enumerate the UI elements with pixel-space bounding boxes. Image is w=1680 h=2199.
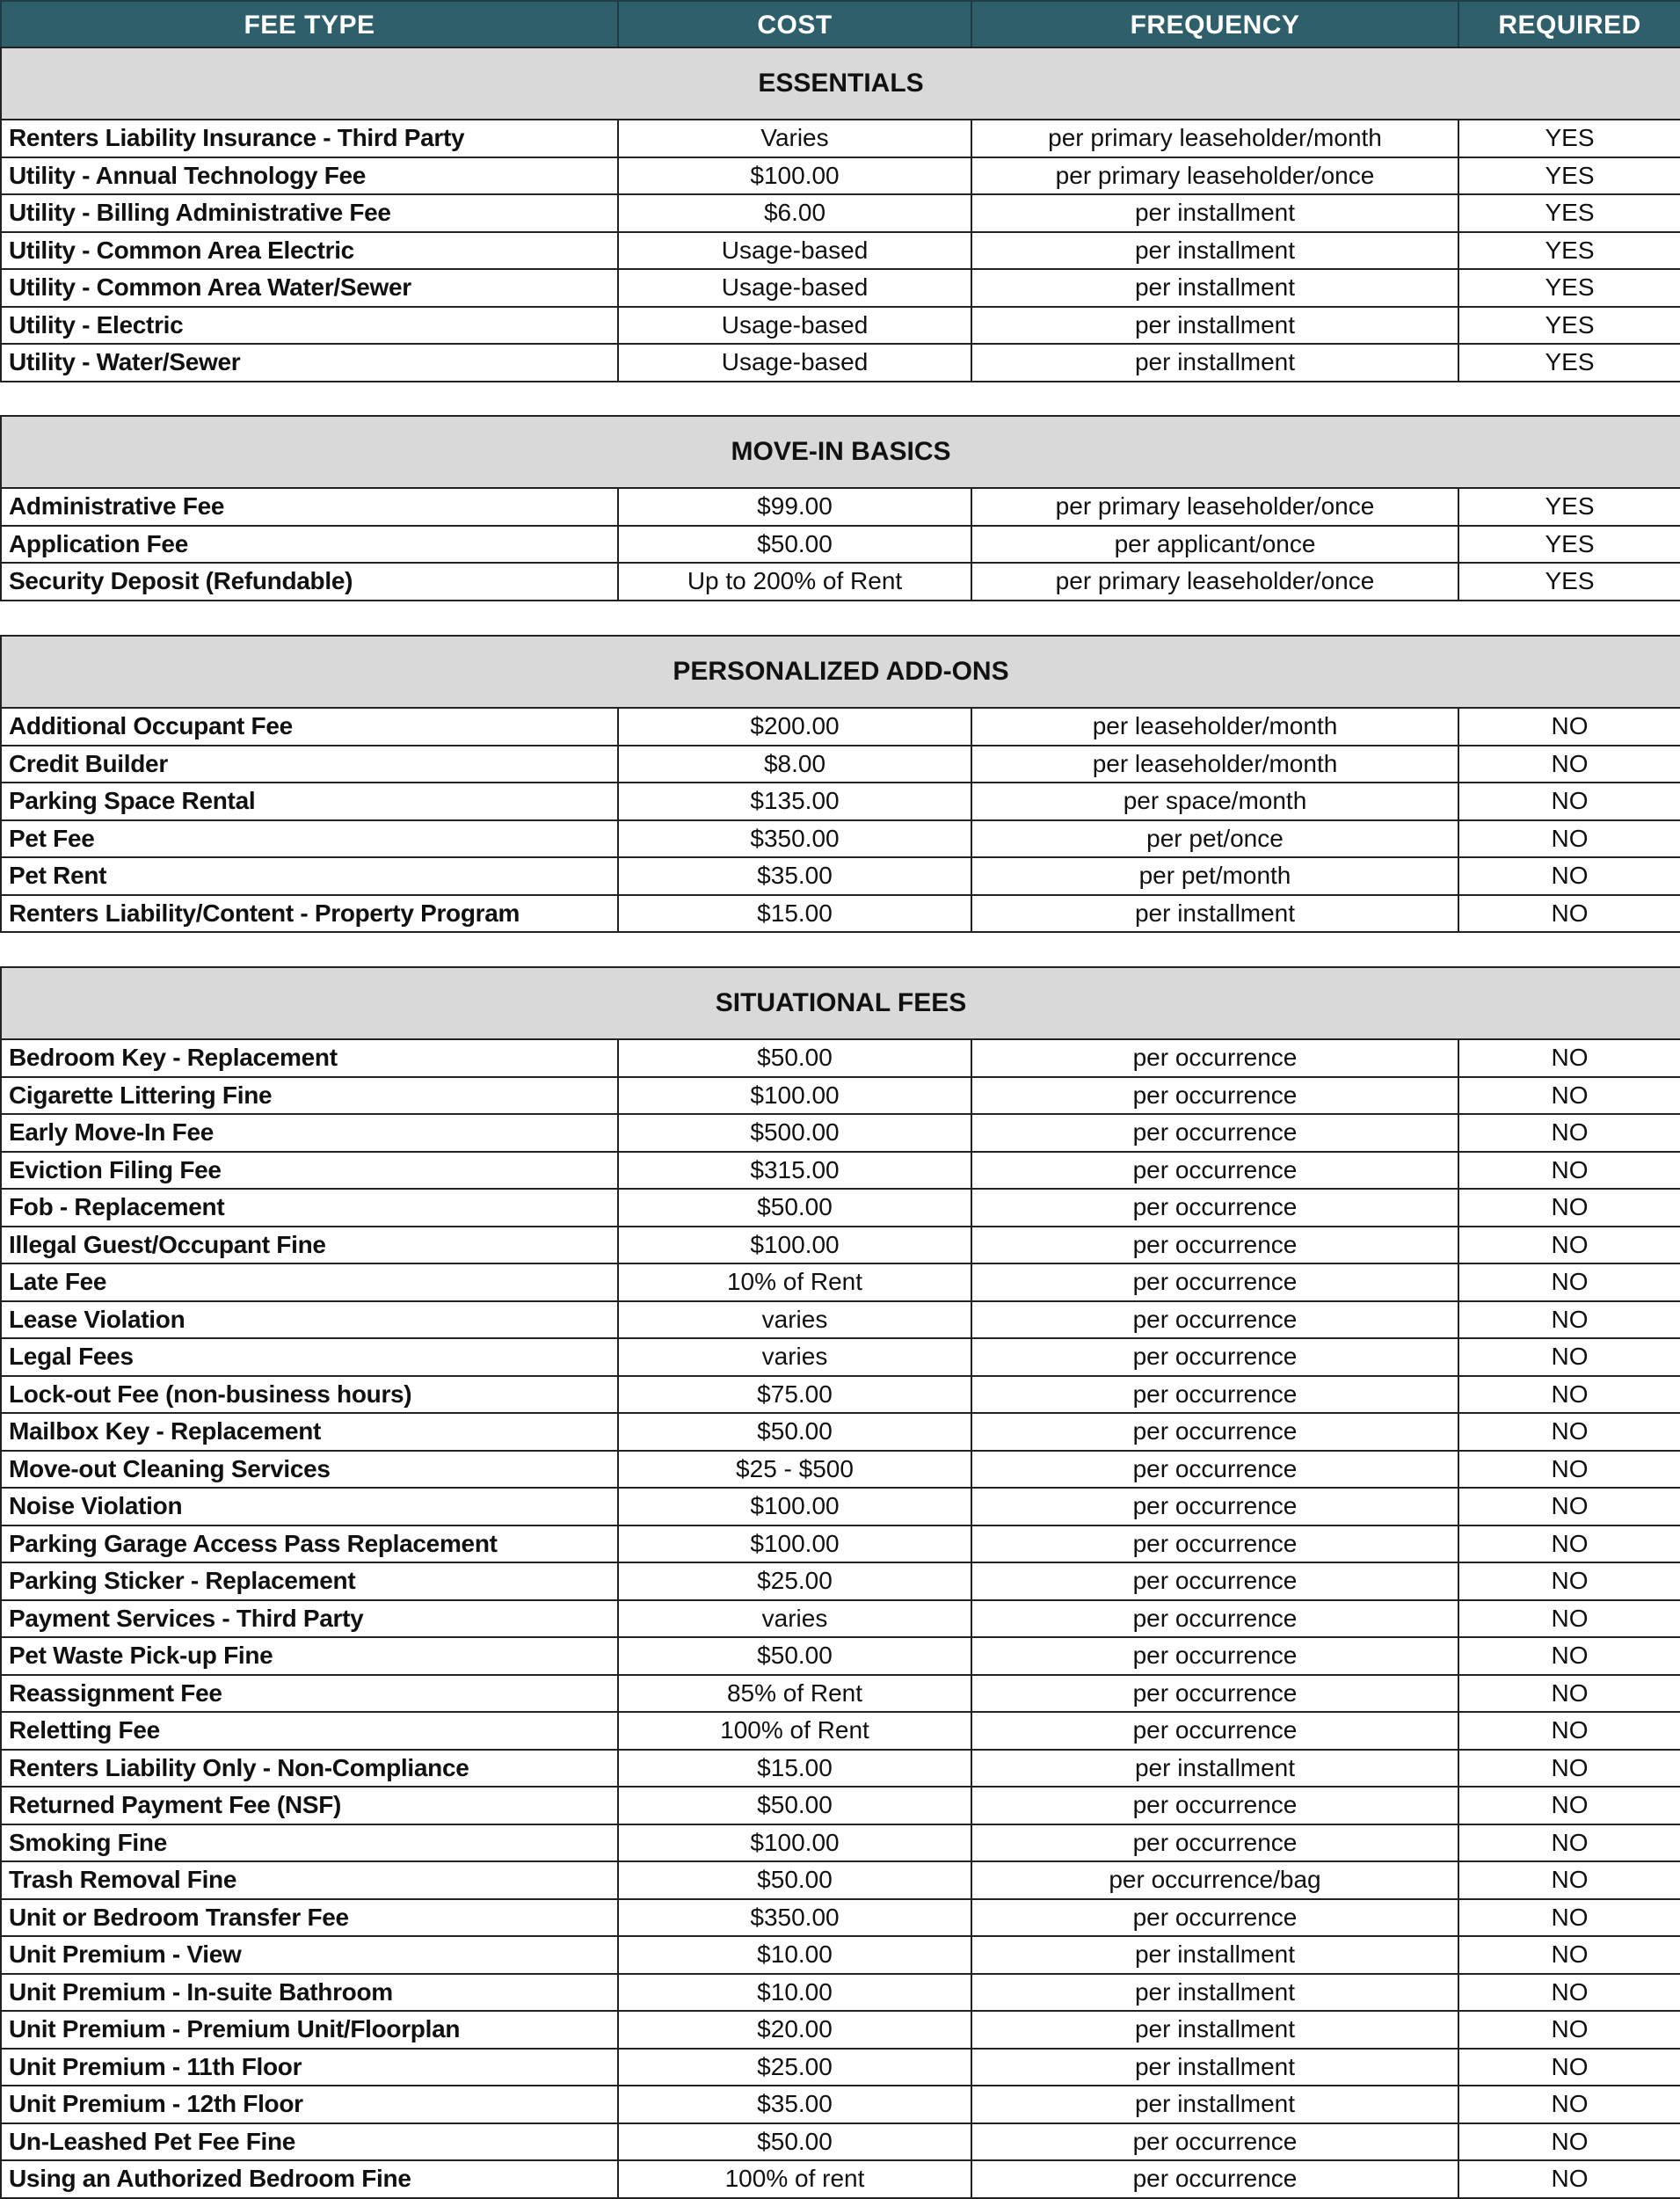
fee-row [1, 344, 1680, 382]
fee-name-cell: Lease Violation [1, 1301, 618, 1339]
fee-frequency-cell: per primary leaseholder/once [971, 157, 1458, 195]
fee-name-cell: Unit Premium - Premium Unit/Floorplan [1, 2011, 618, 2049]
fee-frequency-cell: per installment [971, 895, 1458, 933]
fee-row [1, 2160, 1680, 2198]
header-cost: COST [618, 1, 971, 49]
fee-cost-cell: Varies [618, 120, 971, 157]
fee-required-cell: NO [1458, 820, 1680, 858]
fee-row [1, 1451, 1680, 1489]
fee-cost-cell: $50.00 [618, 526, 971, 564]
fee-row [1, 1301, 1680, 1339]
fee-frequency-cell: per installment [971, 1974, 1458, 2012]
fee-cost-cell: $35.00 [618, 2086, 971, 2123]
fee-cost-cell: $25.00 [618, 2049, 971, 2086]
fee-required-cell: NO [1458, 1750, 1680, 1788]
section-header-row [1, 636, 1680, 708]
fee-name-cell: Application Fee [1, 526, 618, 564]
fee-cost-cell: $200.00 [618, 708, 971, 746]
fee-frequency-cell: per applicant/once [971, 526, 1458, 564]
fee-frequency-cell: per installment [971, 269, 1458, 307]
fee-cost-cell: $10.00 [618, 1974, 971, 2012]
fee-required-cell: NO [1458, 1525, 1680, 1563]
fee-cost-cell: $20.00 [618, 2011, 971, 2049]
fee-frequency-cell: per occurrence [971, 1413, 1458, 1451]
fee-name-cell: Legal Fees [1, 1338, 618, 1376]
fee-required-cell: YES [1458, 563, 1680, 601]
fee-name-cell: Late Fee [1, 1263, 618, 1301]
fee-required-cell: NO [1458, 1451, 1680, 1489]
fee-row [1, 708, 1680, 746]
section-table [0, 635, 1680, 933]
fee-required-cell: YES [1458, 269, 1680, 307]
fee-cost-cell: varies [618, 1600, 971, 1638]
fee-required-cell: NO [1458, 708, 1680, 746]
fee-cost-cell: Usage-based [618, 269, 971, 307]
section-header-row [1, 967, 1680, 1039]
fee-frequency-cell: per leaseholder/month [971, 708, 1458, 746]
fee-cost-cell: $50.00 [618, 1039, 971, 1077]
fee-frequency-cell: per leaseholder/month [971, 746, 1458, 783]
fee-row [1, 307, 1680, 345]
section-title: PERSONALIZED ADD-ONS [1, 636, 1680, 708]
fee-frequency-cell: per primary leaseholder/once [971, 563, 1458, 601]
fee-cost-cell: $50.00 [618, 1413, 971, 1451]
fee-row [1, 1039, 1680, 1077]
fee-row [1, 1525, 1680, 1563]
fee-required-cell: NO [1458, 1562, 1680, 1600]
fee-required-cell: NO [1458, 1413, 1680, 1451]
column-header-row [1, 1, 1680, 49]
fee-name-cell: Noise Violation [1, 1488, 618, 1525]
header-frequency: FREQUENCY [971, 1, 1458, 49]
fee-name-cell: Pet Fee [1, 820, 618, 858]
fee-frequency-cell: per installment [971, 307, 1458, 345]
fee-cost-cell: 100% of rent [618, 2160, 971, 2198]
fee-cost-cell: 85% of Rent [618, 1675, 971, 1713]
fee-cost-cell: $100.00 [618, 157, 971, 195]
fee-cost-cell: $50.00 [618, 1787, 971, 1824]
section-title: ESSENTIALS [1, 47, 1680, 120]
fee-required-cell: YES [1458, 120, 1680, 157]
fee-frequency-cell: per pet/month [971, 857, 1458, 895]
fee-name-cell: Utility - Water/Sewer [1, 344, 618, 382]
fee-frequency-cell: per occurrence [971, 1525, 1458, 1563]
fee-name-cell: Early Move-In Fee [1, 1114, 618, 1152]
fee-cost-cell: $99.00 [618, 488, 971, 526]
fee-frequency-cell: per primary leaseholder/once [971, 488, 1458, 526]
fee-frequency-cell: per occurrence [971, 1152, 1458, 1190]
fee-row [1, 1077, 1680, 1115]
section-header-row [1, 416, 1680, 488]
fee-frequency-cell: per occurrence [971, 1712, 1458, 1750]
fee-name-cell: Credit Builder [1, 746, 618, 783]
fee-required-cell: NO [1458, 1787, 1680, 1824]
fee-required-cell: NO [1458, 2049, 1680, 2086]
fee-row [1, 1114, 1680, 1152]
fee-name-cell: Illegal Guest/Occupant Fine [1, 1227, 618, 1264]
fee-row [1, 857, 1680, 895]
fee-row [1, 895, 1680, 933]
fee-required-cell: NO [1458, 857, 1680, 895]
fee-frequency-cell: per occurrence [971, 1600, 1458, 1638]
fee-required-cell: NO [1458, 1675, 1680, 1713]
fee-frequency-cell: per occurrence/bag [971, 1861, 1458, 1899]
fee-row [1, 1675, 1680, 1713]
fee-name-cell: Un-Leashed Pet Fee Fine [1, 2123, 618, 2161]
fee-required-cell: NO [1458, 895, 1680, 933]
fee-cost-cell: $135.00 [618, 783, 971, 820]
fee-name-cell: Returned Payment Fee (NSF) [1, 1787, 618, 1824]
fee-required-cell: YES [1458, 232, 1680, 270]
fee-frequency-cell: per installment [971, 344, 1458, 382]
fee-required-cell: NO [1458, 1189, 1680, 1227]
fee-required-cell: NO [1458, 1301, 1680, 1339]
fee-frequency-cell: per occurrence [971, 2123, 1458, 2161]
fee-name-cell: Payment Services - Third Party [1, 1600, 618, 1638]
fee-row [1, 1227, 1680, 1264]
fee-name-cell: Utility - Electric [1, 307, 618, 345]
fee-name-cell: Trash Removal Fine [1, 1861, 618, 1899]
fee-required-cell: YES [1458, 526, 1680, 564]
fee-cost-cell: $35.00 [618, 857, 971, 895]
fee-required-cell: NO [1458, 1077, 1680, 1115]
fee-row [1, 1712, 1680, 1750]
fee-name-cell: Bedroom Key - Replacement [1, 1039, 618, 1077]
fee-frequency-cell: per occurrence [971, 1338, 1458, 1376]
fee-cost-cell: $15.00 [618, 895, 971, 933]
fee-name-cell: Utility - Common Area Water/Sewer [1, 269, 618, 307]
fee-frequency-cell: per installment [971, 1936, 1458, 1974]
fee-frequency-cell: per primary leaseholder/month [971, 120, 1458, 157]
fee-name-cell: Reassignment Fee [1, 1675, 618, 1713]
fee-name-cell: Parking Space Rental [1, 783, 618, 820]
fee-name-cell: Utility - Annual Technology Fee [1, 157, 618, 195]
fee-frequency-cell: per pet/once [971, 820, 1458, 858]
fee-frequency-cell: per occurrence [971, 1899, 1458, 1937]
fee-name-cell: Renters Liability Only - Non-Compliance [1, 1750, 618, 1788]
fee-row [1, 1861, 1680, 1899]
fee-required-cell: YES [1458, 488, 1680, 526]
fee-cost-cell: $50.00 [618, 2123, 971, 2161]
fee-header-table [0, 0, 1680, 50]
fee-name-cell: Utility - Common Area Electric [1, 232, 618, 270]
fee-cost-cell: 10% of Rent [618, 1263, 971, 1301]
fee-cost-cell: Usage-based [618, 344, 971, 382]
fee-cost-cell: $315.00 [618, 1152, 971, 1190]
fee-name-cell: Unit Premium - In-suite Bathroom [1, 1974, 618, 2012]
fee-row [1, 526, 1680, 564]
fee-name-cell: Fob - Replacement [1, 1189, 618, 1227]
fee-required-cell: NO [1458, 1376, 1680, 1414]
fee-cost-cell: $100.00 [618, 1525, 971, 1563]
fee-name-cell: Parking Sticker - Replacement [1, 1562, 618, 1600]
fee-row [1, 269, 1680, 307]
fee-name-cell: Using an Authorized Bedroom Fine [1, 2160, 618, 2198]
fee-cost-cell: $10.00 [618, 1936, 971, 1974]
fee-row [1, 1824, 1680, 1862]
fee-name-cell: Lock-out Fee (non-business hours) [1, 1376, 618, 1414]
section-title: SITUATIONAL FEES [1, 967, 1680, 1039]
fee-frequency-cell: per occurrence [971, 1263, 1458, 1301]
fee-frequency-cell: per occurrence [971, 1189, 1458, 1227]
fee-name-cell: Unit Premium - View [1, 1936, 618, 1974]
fee-row [1, 1338, 1680, 1376]
fee-name-cell: Unit Premium - 12th Floor [1, 2086, 618, 2123]
fee-required-cell: NO [1458, 1488, 1680, 1525]
fee-row [1, 2086, 1680, 2123]
fee-row [1, 194, 1680, 232]
fee-frequency-cell: per installment [971, 194, 1458, 232]
fee-frequency-cell: per space/month [971, 783, 1458, 820]
section-table [0, 415, 1680, 601]
fee-row [1, 1189, 1680, 1227]
fee-name-cell: Unit or Bedroom Transfer Fee [1, 1899, 618, 1937]
fee-required-cell: NO [1458, 1039, 1680, 1077]
fee-row [1, 1376, 1680, 1414]
fee-name-cell: Cigarette Littering Fine [1, 1077, 618, 1115]
fee-frequency-cell: per installment [971, 1750, 1458, 1788]
fee-row [1, 1637, 1680, 1675]
fee-frequency-cell: per occurrence [971, 1637, 1458, 1675]
fee-required-cell: YES [1458, 194, 1680, 232]
fee-cost-cell: varies [618, 1338, 971, 1376]
fee-frequency-cell: per installment [971, 2011, 1458, 2049]
fee-required-cell: NO [1458, 783, 1680, 820]
fee-cost-cell: Usage-based [618, 232, 971, 270]
fee-row [1, 1562, 1680, 1600]
fee-row [1, 232, 1680, 270]
fee-name-cell: Parking Garage Access Pass Replacement [1, 1525, 618, 1563]
fee-row [1, 1787, 1680, 1824]
fee-frequency-cell: per occurrence [971, 1488, 1458, 1525]
section-header-row [1, 47, 1680, 120]
fee-name-cell: Administrative Fee [1, 488, 618, 526]
fee-cost-cell: $50.00 [618, 1637, 971, 1675]
fee-frequency-cell: per installment [971, 2049, 1458, 2086]
fee-row [1, 1899, 1680, 1937]
fee-row [1, 1152, 1680, 1190]
fee-cost-cell: $75.00 [618, 1376, 971, 1414]
fee-required-cell: NO [1458, 2011, 1680, 2049]
fee-frequency-cell: per occurrence [971, 1376, 1458, 1414]
fee-cost-cell: varies [618, 1301, 971, 1339]
fee-row [1, 1263, 1680, 1301]
fee-cost-cell: $25 - $500 [618, 1451, 971, 1489]
fee-frequency-cell: per installment [971, 232, 1458, 270]
fee-frequency-cell: per installment [971, 2086, 1458, 2123]
fee-row [1, 120, 1680, 157]
fee-row [1, 1600, 1680, 1638]
fee-name-cell: Smoking Fine [1, 1824, 618, 1862]
fee-required-cell: NO [1458, 1899, 1680, 1937]
fee-frequency-cell: per occurrence [971, 1227, 1458, 1264]
fee-required-cell: NO [1458, 2160, 1680, 2198]
fee-required-cell: NO [1458, 1637, 1680, 1675]
fee-row [1, 783, 1680, 820]
fee-frequency-cell: per occurrence [971, 1114, 1458, 1152]
fee-name-cell: Mailbox Key - Replacement [1, 1413, 618, 1451]
fee-row [1, 2049, 1680, 2086]
fee-required-cell: NO [1458, 1263, 1680, 1301]
fee-required-cell: YES [1458, 344, 1680, 382]
fee-name-cell: Pet Waste Pick-up Fine [1, 1637, 618, 1675]
fee-row [1, 1488, 1680, 1525]
fee-frequency-cell: per occurrence [971, 1451, 1458, 1489]
fee-frequency-cell: per occurrence [971, 1824, 1458, 1862]
header-fee-type: FEE TYPE [1, 1, 618, 49]
fee-row [1, 746, 1680, 783]
fee-frequency-cell: per occurrence [971, 1787, 1458, 1824]
fee-name-cell: Pet Rent [1, 857, 618, 895]
fee-required-cell: NO [1458, 1338, 1680, 1376]
fee-cost-cell: 100% of Rent [618, 1712, 971, 1750]
fee-row [1, 488, 1680, 526]
fee-frequency-cell: per occurrence [971, 1675, 1458, 1713]
fee-row [1, 157, 1680, 195]
fee-cost-cell: $25.00 [618, 1562, 971, 1600]
fee-required-cell: NO [1458, 1936, 1680, 1974]
fee-cost-cell: $8.00 [618, 746, 971, 783]
fee-cost-cell: $50.00 [618, 1189, 971, 1227]
fee-name-cell: Eviction Filing Fee [1, 1152, 618, 1190]
fee-name-cell: Move-out Cleaning Services [1, 1451, 618, 1489]
fee-row [1, 563, 1680, 601]
header-required: REQUIRED [1458, 1, 1680, 49]
fee-name-cell: Renters Liability/Content - Property Program [1, 895, 618, 933]
fee-cost-cell: $15.00 [618, 1750, 971, 1788]
fee-cost-cell: $100.00 [618, 1077, 971, 1115]
fee-required-cell: YES [1458, 307, 1680, 345]
fee-cost-cell: $100.00 [618, 1824, 971, 1862]
fee-cost-cell: $100.00 [618, 1488, 971, 1525]
fee-name-cell: Additional Occupant Fee [1, 708, 618, 746]
fee-required-cell: NO [1458, 2123, 1680, 2161]
fee-required-cell: NO [1458, 1824, 1680, 1862]
fee-required-cell: NO [1458, 1861, 1680, 1899]
fee-cost-cell: $500.00 [618, 1114, 971, 1152]
fee-row [1, 1974, 1680, 2012]
fee-row [1, 1413, 1680, 1451]
fee-required-cell: NO [1458, 1227, 1680, 1264]
fee-row [1, 2011, 1680, 2049]
fee-name-cell: Utility - Billing Administrative Fee [1, 194, 618, 232]
section-table [0, 966, 1680, 2199]
fee-frequency-cell: per occurrence [971, 1301, 1458, 1339]
fee-required-cell: NO [1458, 1712, 1680, 1750]
fee-frequency-cell: per occurrence [971, 1039, 1458, 1077]
fee-cost-cell: $350.00 [618, 820, 971, 858]
fee-required-cell: NO [1458, 746, 1680, 783]
fee-required-cell: NO [1458, 1152, 1680, 1190]
section-title: MOVE-IN BASICS [1, 416, 1680, 488]
fee-required-cell: NO [1458, 1600, 1680, 1638]
fee-cost-cell: $50.00 [618, 1861, 971, 1899]
fee-name-cell: Reletting Fee [1, 1712, 618, 1750]
fee-name-cell: Renters Liability Insurance - Third Party [1, 120, 618, 157]
fee-row [1, 820, 1680, 858]
fee-required-cell: NO [1458, 1974, 1680, 2012]
fee-cost-cell: $100.00 [618, 1227, 971, 1264]
fee-required-cell: NO [1458, 1114, 1680, 1152]
fee-frequency-cell: per occurrence [971, 1077, 1458, 1115]
fee-cost-cell: $350.00 [618, 1899, 971, 1937]
fee-frequency-cell: per occurrence [971, 1562, 1458, 1600]
fee-cost-cell: Up to 200% of Rent [618, 563, 971, 601]
fee-cost-cell: Usage-based [618, 307, 971, 345]
fee-row [1, 1936, 1680, 1974]
fee-name-cell: Unit Premium - 11th Floor [1, 2049, 618, 2086]
fee-frequency-cell: per occurrence [971, 2160, 1458, 2198]
fee-name-cell: Security Deposit (Refundable) [1, 563, 618, 601]
fee-row [1, 1750, 1680, 1788]
fee-cost-cell: $6.00 [618, 194, 971, 232]
fee-row [1, 2123, 1680, 2161]
section-table [0, 47, 1680, 382]
fee-required-cell: YES [1458, 157, 1680, 195]
fee-required-cell: NO [1458, 2086, 1680, 2123]
